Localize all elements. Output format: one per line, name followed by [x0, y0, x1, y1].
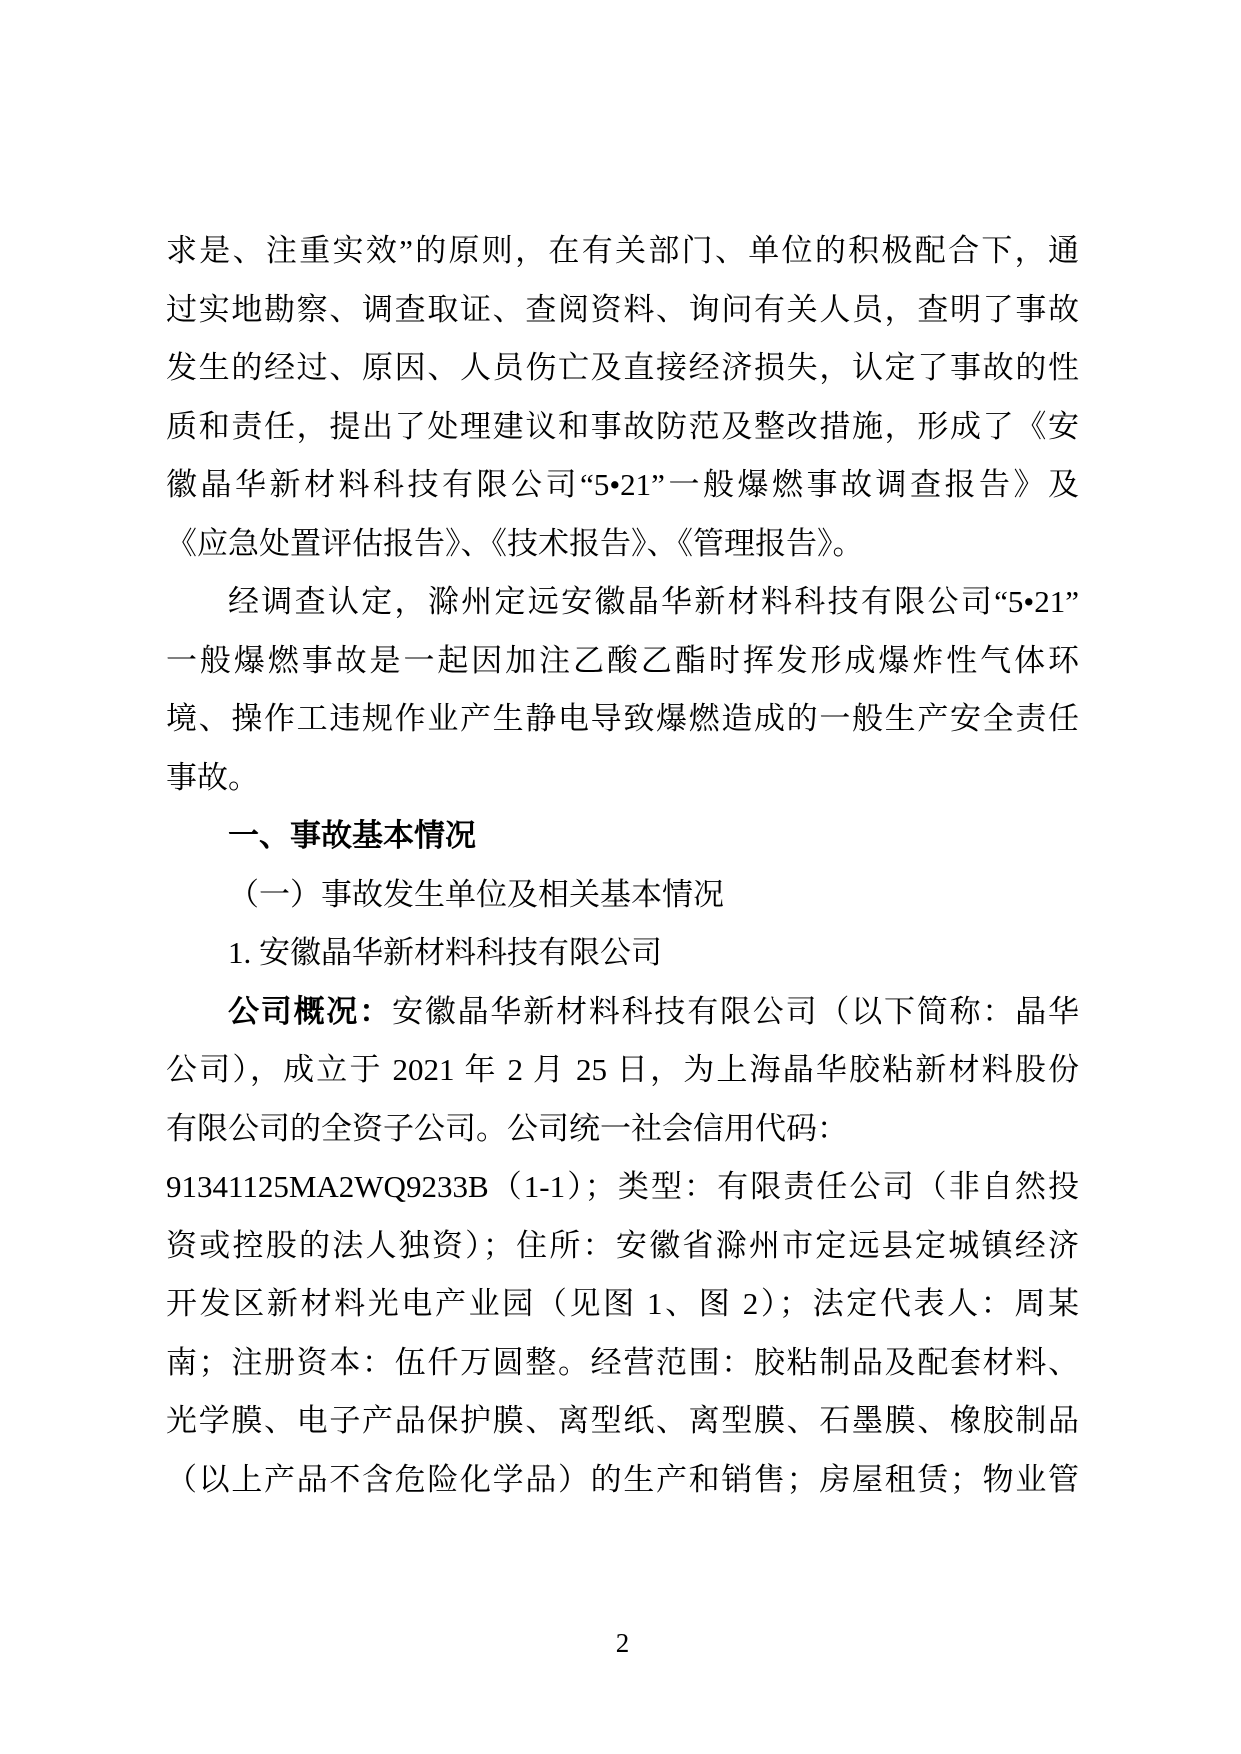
text-line: 有限公司的全资子公司。公司统一社会信用代码： [166, 1110, 848, 1146]
text-line: 过实地勘察、调查取证、查阅资料、询问有关人员，查明了事故 [166, 291, 1079, 327]
text-line: （一）事故发生单位及相关基本情况 [228, 876, 724, 912]
document-body [166, 222, 1079, 1509]
text-line: 《应急处置评估报告》、《技术报告》、《管理报告》。 [166, 525, 864, 561]
bold-label: 公司概况： [228, 993, 392, 1029]
text-line: 91341125MA2WQ9233B（1-1）；类型：有限责任公司（非自然投 [166, 1169, 1079, 1204]
section-heading: 一、事故基本情况 [228, 818, 476, 853]
text-line: 一般爆燃事故是一起因加注乙酸乙酯时挥发形成爆炸性气体环 [166, 642, 1079, 678]
page-number: 2 [615, 1628, 630, 1658]
text-line: 南；注册资本：伍仟万圆整。经营范围：胶粘制品及配套材料、 [166, 1344, 1079, 1380]
text-line: 发生的经过、原因、人员伤亡及直接经济损失，认定了事故的性 [166, 350, 1079, 385]
text-line: 求是、注重实效”的原则，在有关部门、单位的积极配合下，通 [166, 233, 1079, 268]
text-line: 公司概况：安徽晶华新材料科技有限公司（以下简称：晶华 [228, 993, 1079, 1029]
text-line: 公司），成立于 2021 年 2 月 25 日，为上海晶华胶粘新材料股份 [166, 1052, 1079, 1087]
text-line: 徽晶华新材料科技有限公司“5•21”一般爆燃事故调查报告》及 [166, 467, 1079, 502]
text-line: 事故。 [166, 759, 259, 795]
text-line: 1. 安徽晶华新材料科技有限公司 [228, 935, 662, 970]
text-line: 质和责任，提出了处理建议和事故防范及整改措施，形成了《安 [166, 408, 1079, 444]
text-line: 资或控股的法人独资）；住所：安徽省滁州市定远县定城镇经济 [166, 1227, 1079, 1263]
text-line: 境、操作工违规作业产生静电导致爆燃造成的一般生产安全责任 [166, 701, 1079, 736]
text-line: （以上产品不含危险化学品）的生产和销售；房屋租赁；物业管 [166, 1461, 1079, 1497]
text-line: 光学膜、电子产品保护膜、离型纸、离型膜、石墨膜、橡胶制品 [166, 1403, 1079, 1438]
text-line: 开发区新材料光电产业园（见图 1、图 2）；法定代表人：周某 [166, 1286, 1079, 1321]
text-line: 经调查认定，滁州定远安徽晶华新材料科技有限公司“5•21” [228, 584, 1079, 619]
